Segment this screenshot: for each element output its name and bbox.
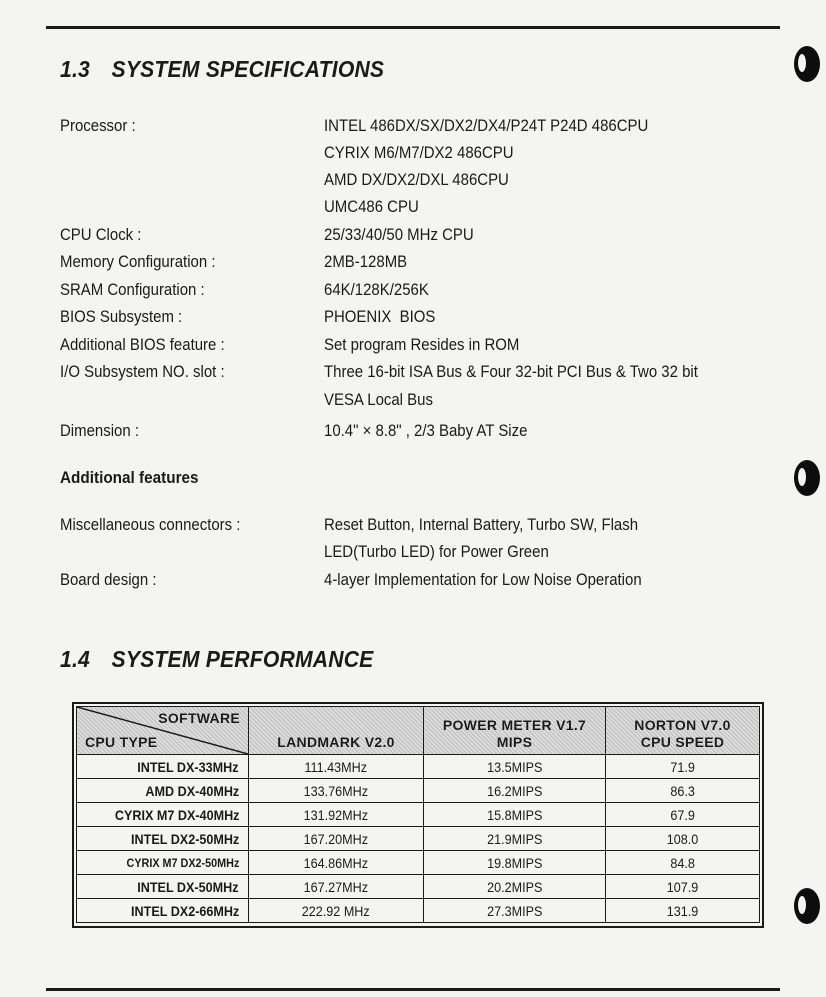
spec-row-misc-connectors (60, 515, 790, 542)
spec-value: 25/33/40/50 MHz CPU (324, 225, 474, 244)
table-row (77, 755, 760, 779)
table-row (77, 779, 760, 803)
spec-row-bios (60, 307, 790, 334)
column-header-line: POWER METER V1.7 (442, 717, 587, 733)
cell-text: 16.2MIPS (486, 782, 543, 799)
software-label: SOFTWARE (158, 710, 240, 726)
spec-label: Board design : (60, 570, 157, 589)
binder-hole-bottom (792, 882, 826, 932)
cell-text: 111.43MHz (304, 758, 368, 775)
spec-value: UMC486 CPU (324, 197, 419, 216)
spec-row-bios-feature (60, 335, 790, 362)
landmark-cell (249, 875, 424, 899)
cell-text: INTEL DX-33MHz (137, 758, 239, 775)
corner-header (77, 707, 249, 755)
cell-text: 167.27MHz (303, 878, 369, 895)
cell-text: 71.9 (670, 758, 695, 775)
cell-text: 164.86MHz (303, 854, 369, 871)
cell-text: CYRIX M7 DX2-50MHz (126, 855, 239, 870)
spec-label: Additional BIOS feature : (60, 335, 225, 354)
cell-text: 13.5MIPS (486, 758, 543, 775)
spec-value: AMD DX/DX2/DXL 486CPU (324, 170, 509, 189)
table-row (77, 899, 760, 923)
landmark-cell (249, 827, 424, 851)
mips-cell (424, 779, 606, 803)
spec-label: SRAM Configuration : (60, 280, 205, 299)
column-header-line: MIPS (496, 734, 533, 750)
spec-row-cpu-clock (60, 225, 790, 252)
spec-value: 2MB-128MB (324, 252, 408, 271)
section-heading-performance (60, 646, 373, 673)
landmark-cell (249, 803, 424, 827)
spec-row-processor (60, 116, 790, 143)
cell-text: 107.9 (666, 878, 699, 895)
cpu-type-cell (77, 827, 249, 851)
bottom-rule (46, 988, 780, 991)
cpu-speed-cell (606, 851, 760, 875)
spec-label: Memory Configuration : (60, 252, 216, 271)
section-number: 1.3 (60, 56, 90, 82)
cell-text: CYRIX M7 DX-40MHz (114, 806, 239, 823)
cell-text: INTEL DX-50MHz (137, 878, 239, 895)
spec-value: Set program Resides in ROM (324, 335, 520, 354)
cell-text: INTEL DX2-66MHz (130, 902, 239, 919)
mips-cell (424, 827, 606, 851)
spec-value: 64K/128K/256K (324, 280, 429, 299)
section-number: 1.4 (60, 646, 90, 672)
performance-table (72, 702, 764, 928)
spec-row-processor-cont (60, 197, 790, 224)
cpu-speed-cell (606, 779, 760, 803)
cell-text: 19.8MIPS (486, 854, 543, 871)
spec-label: Dimension : (60, 421, 139, 440)
column-header (606, 707, 760, 755)
landmark-cell (249, 779, 424, 803)
spec-value: 10.4" × 8.8" , 2/3 Baby AT Size (324, 421, 528, 440)
cpu-speed-cell (606, 875, 760, 899)
spec-row-sram (60, 280, 790, 307)
cpu-type-cell (77, 779, 249, 803)
column-header (424, 707, 606, 755)
section-heading-specs (60, 56, 384, 83)
landmark-cell (249, 899, 424, 923)
cpu-type-cell (77, 851, 249, 875)
cpu-speed-cell (606, 803, 760, 827)
cpu-type-cell (77, 875, 249, 899)
cell-text: 15.8MIPS (486, 806, 543, 823)
cell-text: 27.3MIPS (486, 902, 543, 919)
binder-hole-middle (792, 454, 826, 504)
cpu-type-cell (77, 755, 249, 779)
cell-text: 131.92MHz (303, 806, 369, 823)
spec-value: Reset Button, Internal Battery, Turbo SW, Flash (324, 515, 639, 534)
spec-label: I/O Subsystem NO. slot : (60, 362, 225, 381)
cpu-type-label: CPU TYPE (85, 734, 158, 750)
cpu-type-cell (77, 803, 249, 827)
spec-row-board-design (60, 570, 790, 597)
cell-text: 86.3 (670, 782, 695, 799)
mips-cell (424, 803, 606, 827)
table-row (77, 875, 760, 899)
table-row (77, 827, 760, 851)
mips-cell (424, 899, 606, 923)
spec-row-processor-cont (60, 143, 790, 170)
column-header (249, 707, 424, 755)
table-row (77, 851, 760, 875)
mips-cell (424, 755, 606, 779)
cell-text: 67.9 (670, 806, 695, 823)
spec-row-processor-cont (60, 170, 790, 197)
cell-text: 84.8 (670, 854, 695, 871)
cell-text: 133.76MHz (303, 782, 369, 799)
spec-value: PHOENIX BIOS (324, 307, 436, 326)
mips-cell (424, 851, 606, 875)
landmark-cell (249, 851, 424, 875)
spec-label: BIOS Subsystem : (60, 307, 183, 326)
spec-row-misc-connectors-cont (60, 542, 790, 569)
spec-value: LED(Turbo LED) for Power Green (324, 542, 549, 561)
cpu-speed-cell (606, 827, 760, 851)
cell-text: 131.9 (666, 902, 699, 919)
column-header-line: NORTON V7.0 (634, 717, 731, 733)
spec-label: CPU Clock : (60, 225, 142, 244)
cell-text: INTEL DX2-50MHz (130, 830, 239, 847)
spec-value: Three 16-bit ISA Bus & Four 32-bit PCI Bus & Two 32 bit (324, 362, 698, 381)
spec-value: VESA Local Bus (324, 390, 433, 409)
cell-text: 20.2MIPS (486, 878, 543, 895)
cell-text: 108.0 (666, 830, 699, 847)
spec-value: 4-layer Implementation for Low Noise Operation (324, 570, 642, 589)
cpu-speed-cell (606, 755, 760, 779)
cpu-speed-cell (606, 899, 760, 923)
cell-text: AMD DX-40MHz (145, 782, 239, 799)
section-title: SYSTEM PERFORMANCE (111, 646, 374, 672)
spec-value: INTEL 486DX/SX/DX2/DX4/P24T P24D 486CPU (324, 116, 649, 135)
column-header-line: LANDMARK V2.0 (277, 734, 395, 750)
cell-text: 222.92 MHz (302, 902, 370, 919)
spec-value: CYRIX M6/M7/DX2 486CPU (324, 143, 514, 162)
binder-hole-top (792, 40, 826, 90)
spec-label: Miscellaneous connectors : (60, 515, 241, 534)
landmark-cell (249, 755, 424, 779)
spec-row-memory (60, 252, 790, 279)
cell-text: 167.20MHz (303, 830, 369, 847)
column-header-line: CPU SPEED (640, 734, 725, 750)
top-rule (46, 26, 780, 29)
spec-row-dimension (60, 421, 790, 448)
table-row (77, 803, 760, 827)
section-title: SYSTEM SPECIFICATIONS (111, 56, 385, 82)
spec-row-io-cont (60, 390, 790, 417)
cell-text: 21.9MIPS (486, 830, 543, 847)
additional-features-heading: Additional features (60, 468, 199, 487)
spec-row-io (60, 362, 790, 389)
mips-cell (424, 875, 606, 899)
spec-label: Processor : (60, 116, 136, 135)
cpu-type-cell (77, 899, 249, 923)
table-header-row (77, 707, 760, 755)
